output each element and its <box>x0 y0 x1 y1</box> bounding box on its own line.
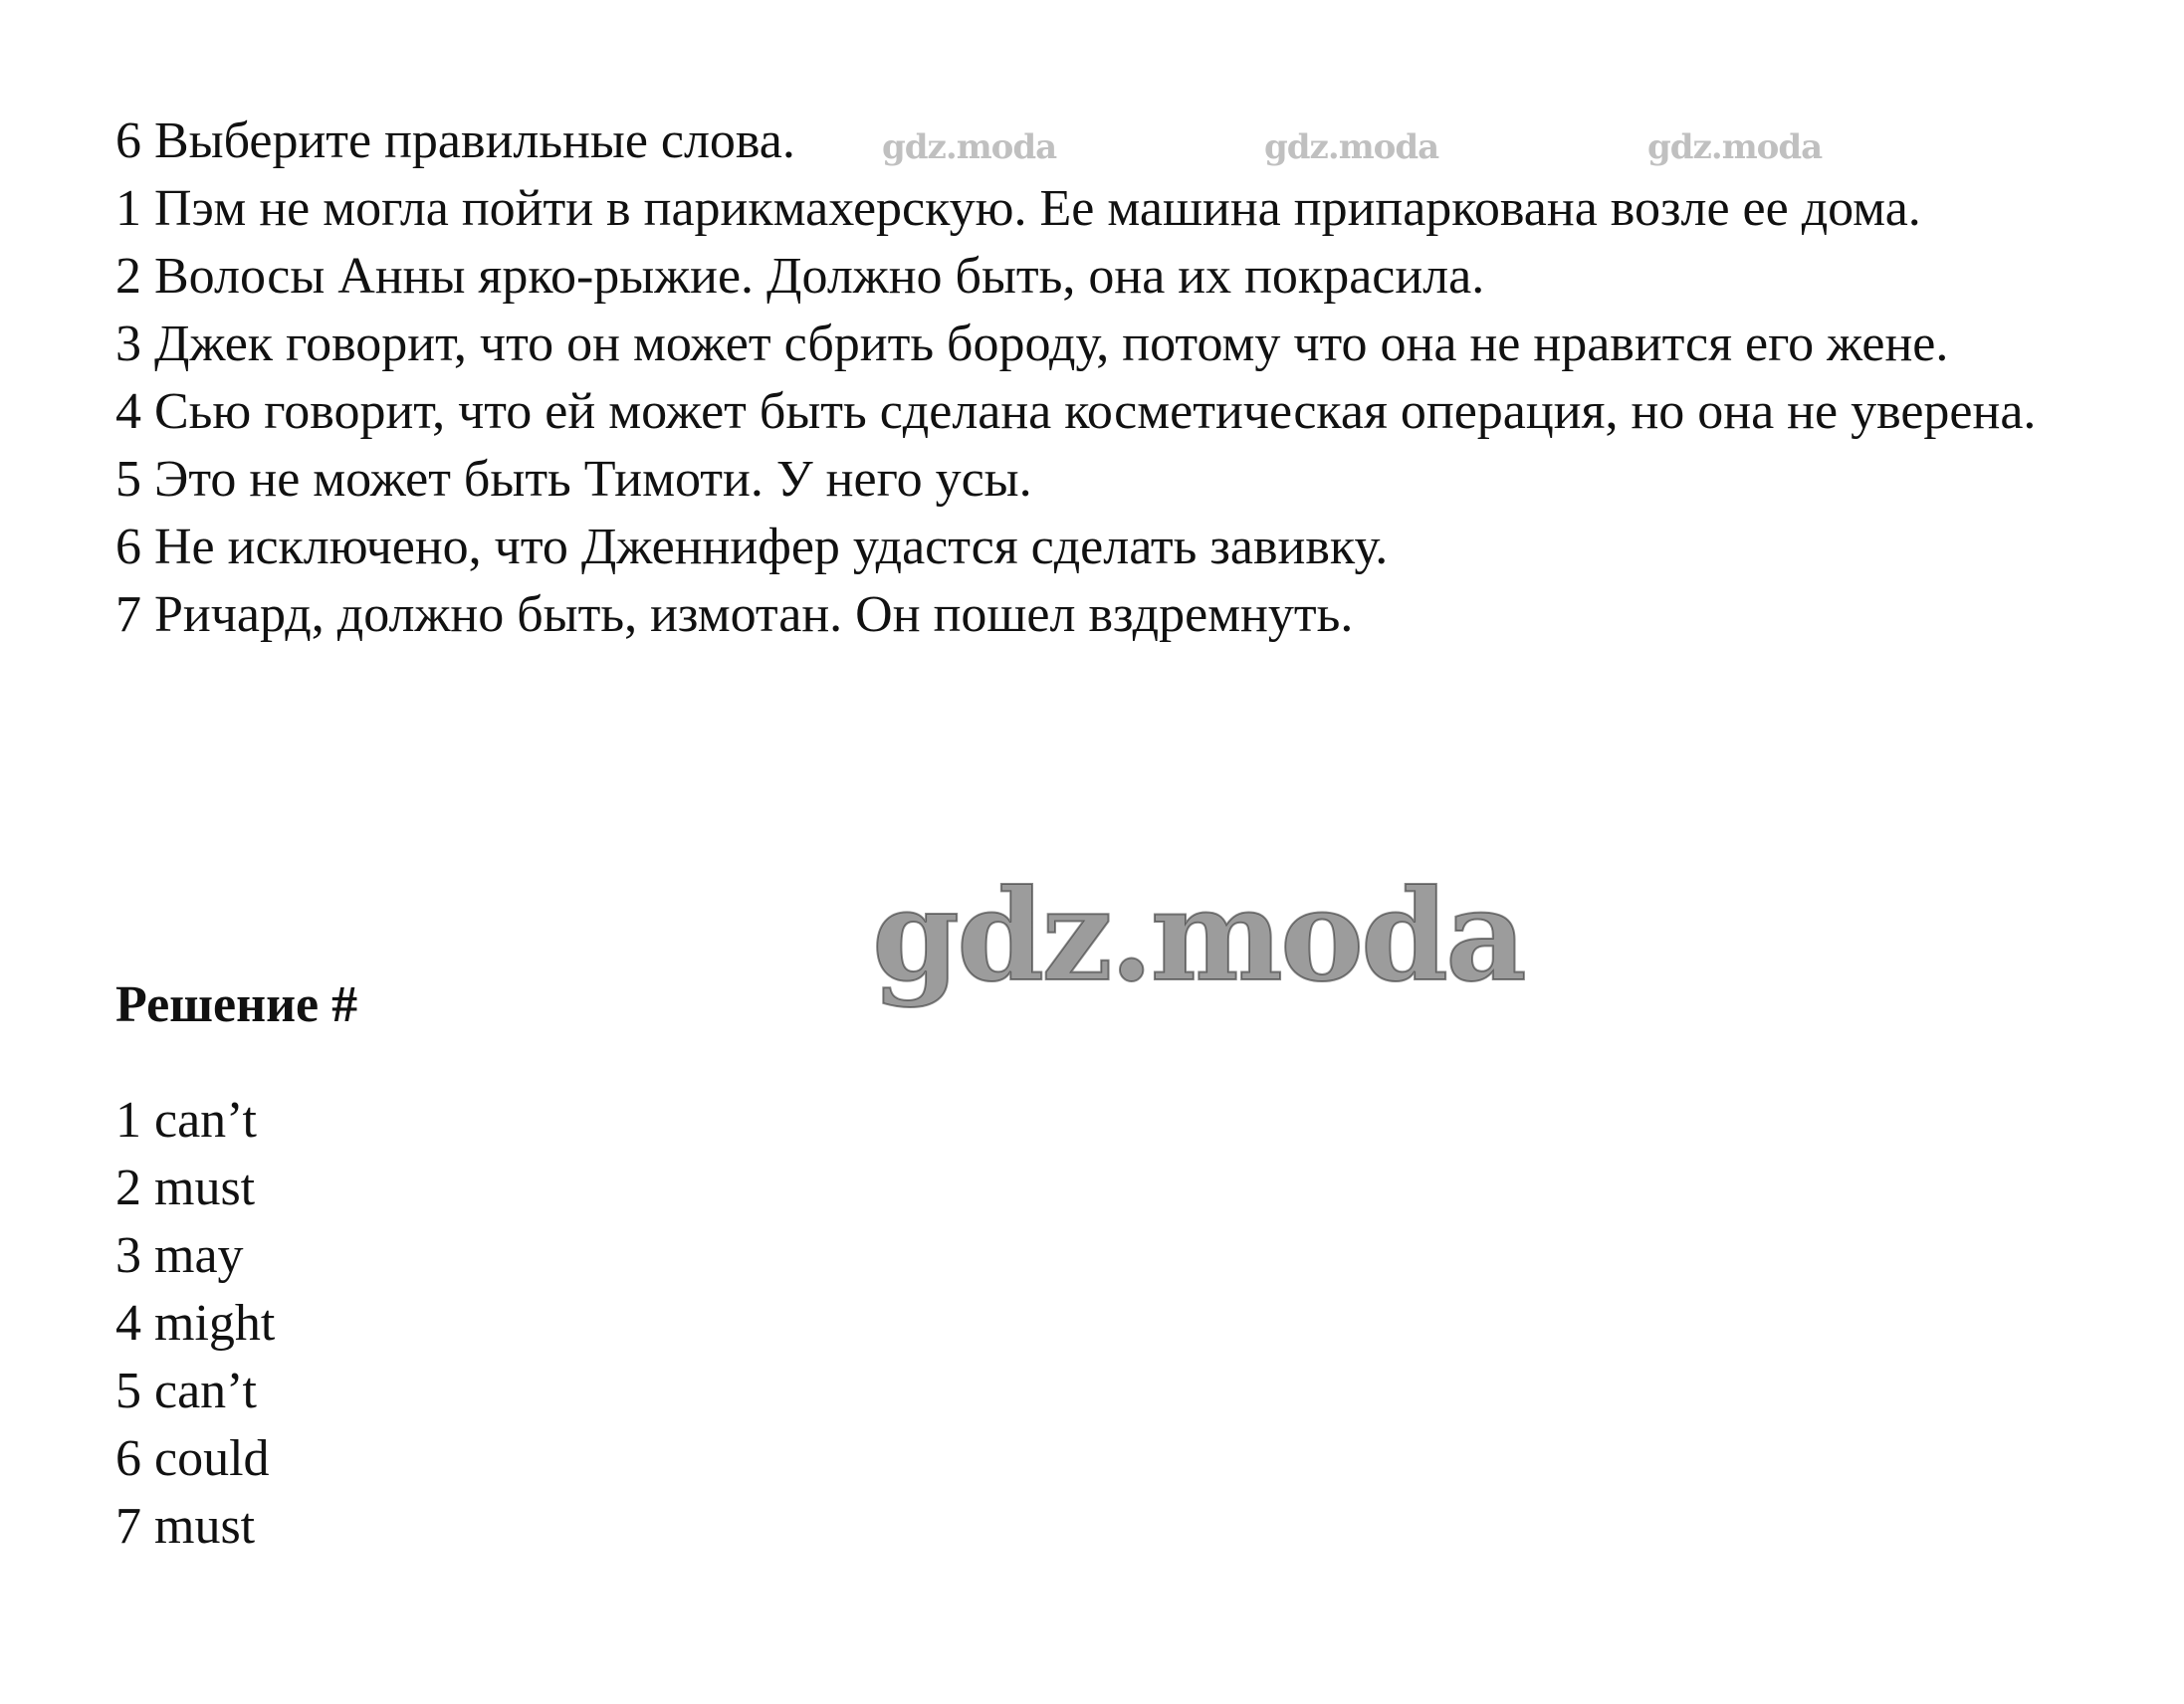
task-block <box>115 107 2076 649</box>
answer-list <box>115 1087 275 1561</box>
answer-item: 5 can’t <box>115 1363 257 1419</box>
answer-item: 7 must <box>115 1498 256 1555</box>
watermark-small: gdz.moda <box>882 127 1057 167</box>
task-item: 7 Ричард, должно быть, измотан. Он пошел вздремнуть. <box>115 586 1354 643</box>
watermark-large: gdz.moda <box>872 862 1524 1009</box>
task-item: 3 Джек говорит, что он может сбрить бороду, потому что она не нравится его жене. <box>115 316 1949 372</box>
answer-item: 1 can’t <box>115 1092 257 1149</box>
answer-item: 3 may <box>115 1227 244 1284</box>
answer-item: 4 might <box>115 1295 276 1352</box>
task-item: 5 Это не может быть Тимоти. У него усы. <box>115 451 1032 508</box>
answer-item: 6 could <box>115 1430 270 1487</box>
answer-item: 2 must <box>115 1160 256 1216</box>
task-item: 2 Волосы Анны ярко-рыжие. Должно быть, она их покрасила. <box>115 248 1485 305</box>
task-title: 6 Выберите правильные слова. <box>115 112 795 169</box>
watermark-small: gdz.moda <box>1647 127 1823 167</box>
watermark-small: gdz.moda <box>1264 127 1439 167</box>
solution-heading: Решение # <box>115 976 358 1033</box>
task-item: 4 Сью говорит, что ей может быть сделана косметическая операция, но она не уверена. <box>115 383 2037 440</box>
task-items <box>115 175 2076 649</box>
task-item: 6 Не исключено, что Дженнифер удастся сделать завивку. <box>115 519 1389 575</box>
task-item: 1 Пэм не могла пойти в парикмахерскую. Ее машина припаркована возле ее дома. <box>115 180 1921 237</box>
